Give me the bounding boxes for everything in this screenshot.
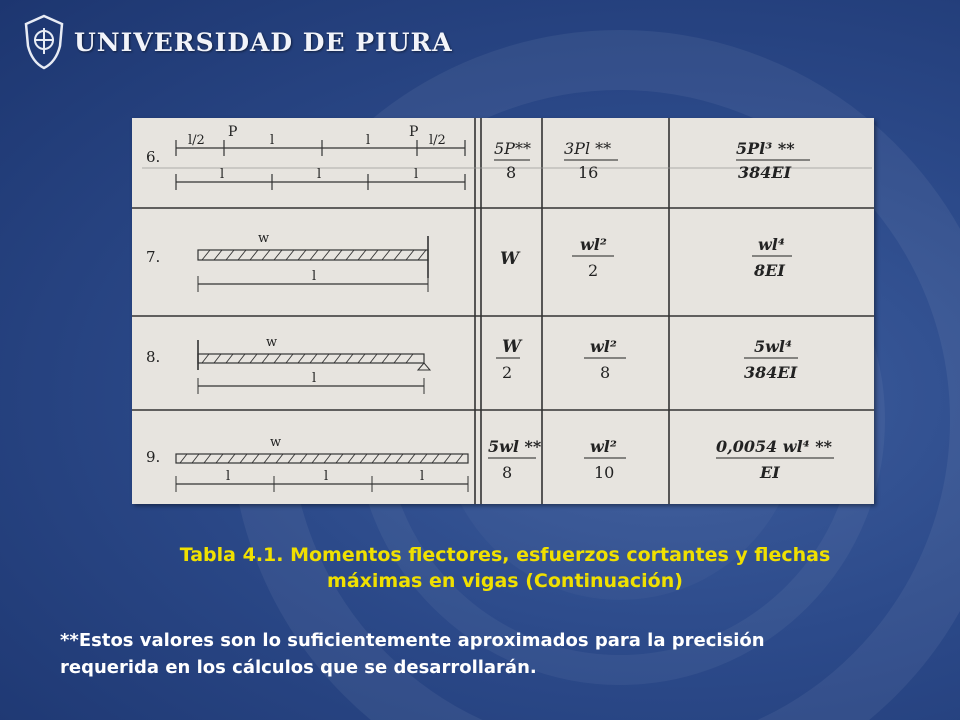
dimension-label: l: [420, 469, 425, 484]
shear-denominator: 8: [506, 163, 517, 182]
deflection-numerator: wl⁴: [758, 235, 785, 254]
university-name: UNIVERSIDAD DE PIURA: [74, 27, 453, 57]
load-label: P: [409, 124, 419, 140]
load-label: w: [270, 435, 282, 450]
shear-numerator: W: [502, 337, 522, 357]
row-number: 7.: [146, 248, 161, 266]
caption-line-1: Tabla 4.1. Momentos flectores, esfuerzos cortantes y flechas: [179, 544, 831, 566]
row-number: 8.: [146, 348, 161, 366]
row-number: 9.: [146, 448, 161, 466]
moment-numerator: wl²: [580, 235, 607, 254]
dimension-label: l: [312, 269, 317, 284]
dimension-label: l: [324, 469, 329, 484]
caption-line-2: máximas en vigas (Continuación): [327, 570, 683, 592]
shear-numerator: 5P**: [494, 139, 531, 158]
moment-denominator: 2: [588, 261, 599, 280]
moment-denominator: 10: [594, 463, 615, 482]
shear-value: W: [500, 249, 520, 269]
dimension-label: l: [317, 167, 322, 182]
moment-denominator: 16: [578, 163, 599, 182]
table-row: [142, 124, 872, 190]
dimension-label: l: [270, 133, 275, 148]
table-caption: [120, 542, 890, 594]
dimension-label: l: [366, 133, 371, 148]
row-number: 6.: [146, 148, 161, 166]
dimension-label: l/2: [188, 133, 205, 148]
deflection-denominator: 384EI: [738, 163, 792, 182]
footnote-line-1: **Estos valores son lo suficientemente aproximados para la precisión: [60, 630, 765, 651]
deflection-numerator: 0,0054 wl⁴ **: [716, 437, 832, 456]
dimension-label: l: [226, 469, 231, 484]
deflection-denominator: EI: [760, 463, 780, 482]
load-label: w: [266, 335, 278, 350]
header: [20, 12, 453, 72]
shear-numerator: 5wl **: [488, 437, 542, 456]
moment-denominator: 8: [600, 363, 611, 382]
deflection-denominator: 8EI: [754, 261, 785, 280]
load-label: w: [258, 231, 270, 246]
deflection-denominator: 384EI: [744, 363, 798, 382]
load-label: P: [228, 124, 238, 140]
table-row: [146, 335, 798, 394]
dimension-label: l: [312, 371, 317, 386]
dimension-label: l: [414, 167, 419, 182]
shear-denominator: 2: [502, 363, 513, 382]
deflection-numerator: 5Pl³ **: [736, 139, 795, 158]
moment-numerator: wl²: [590, 337, 617, 356]
university-crest-icon: [20, 12, 68, 72]
dimension-label: l/2: [429, 133, 446, 148]
footnote-line-2: requerida en los cálculos que se desarrollarán.: [60, 657, 537, 678]
deflection-numerator: 5wl⁴: [754, 337, 792, 356]
moment-numerator: wl²: [590, 437, 617, 456]
table-row: [146, 231, 792, 292]
footnote: [60, 627, 920, 681]
beam-table-image: [132, 118, 874, 504]
table-row: [146, 435, 834, 492]
moment-numerator: 3Pl **: [564, 139, 612, 158]
dimension-label: l: [220, 167, 225, 182]
shear-denominator: 8: [502, 463, 513, 482]
